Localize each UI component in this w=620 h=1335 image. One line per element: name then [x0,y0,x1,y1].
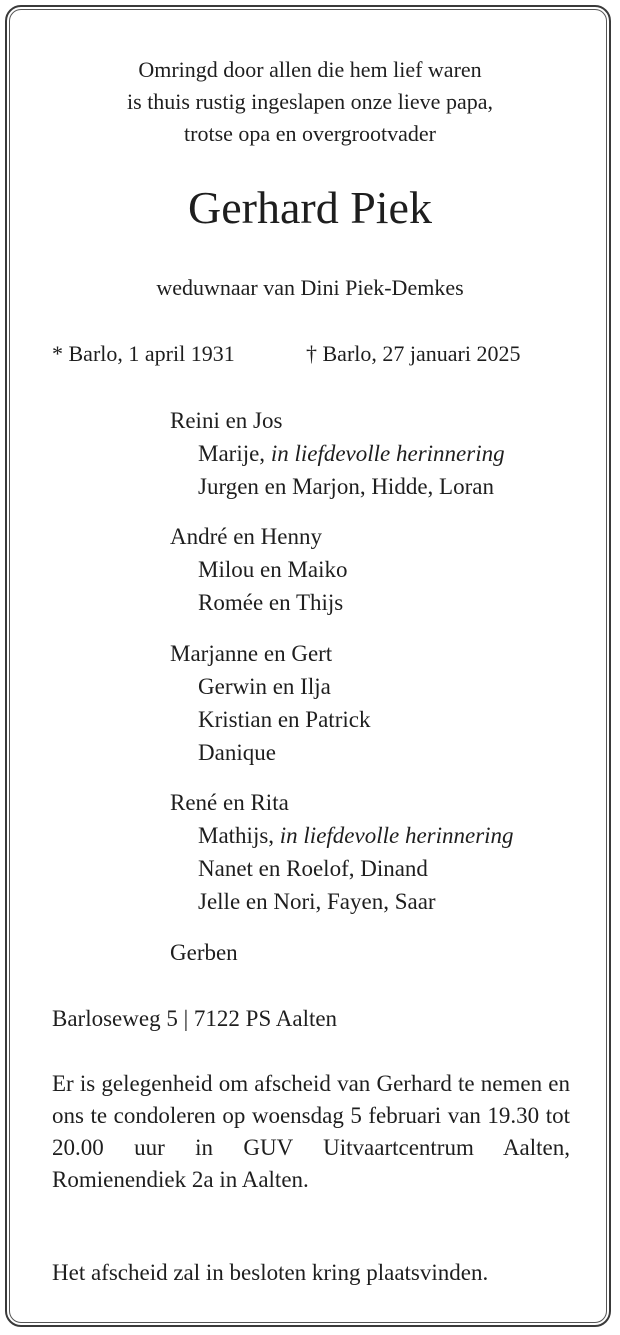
deceased-name: Gerhard Piek [188,182,432,233]
family-member: Marije, in liefdevolle herinnering [198,441,505,466]
closing-text: Het afscheid zal in besloten kring plaatsvinden. [52,1260,489,1285]
intro-line: Omringd door allen die hem lief waren [138,57,482,82]
family-head: André en Henny [170,524,323,549]
birth-date: * Barlo, 1 april 1931 [52,341,235,366]
family-member: Nanet en Roelof, Dinand [198,856,428,881]
family-member: Kristian en Patrick [198,707,371,732]
condolence-text: Er is gelegenheid om afscheid van Gerhard te nemen en ons te condoleren op woensdag 5 februari van 19.30 tot 20.00 uur in GUV Uitvaartcentrum Aalten, Romienendiek 2a in Aalten. [52,1071,570,1192]
family-head: Marjanne en Gert [170,641,333,666]
family-member: Jelle en Nori, Fayen, Saar [198,889,436,914]
intro-line: is thuis rustig ingeslapen onze lieve papa, [127,89,493,114]
memorial-note: in liefdevolle herinnering [270,441,505,466]
family-member: Milou en Maiko [198,557,348,582]
address: Barloseweg 5 | 7122 PS Aalten [52,1006,338,1031]
intro-line: trotse opa en overgrootvader [184,121,436,146]
family-head: René en Rita [170,790,289,815]
family-head: Gerben [170,940,238,965]
family-member: Jurgen en Marjon, Hidde, Loran [198,474,494,499]
family-member: Mathijs, in liefdevolle herinnering [198,823,514,848]
family-member: Danique [198,740,276,765]
memorial-note: in liefdevolle herinnering [279,823,514,848]
family-member: Gerwin en Ilja [198,674,331,699]
death-date: † Barlo, 27 januari 2025 [306,341,521,366]
family-member: Romée en Thijs [198,590,344,615]
spouse-line: weduwnaar van Dini Piek-Demkes [156,275,464,300]
family-head: Reini en Jos [170,408,283,433]
